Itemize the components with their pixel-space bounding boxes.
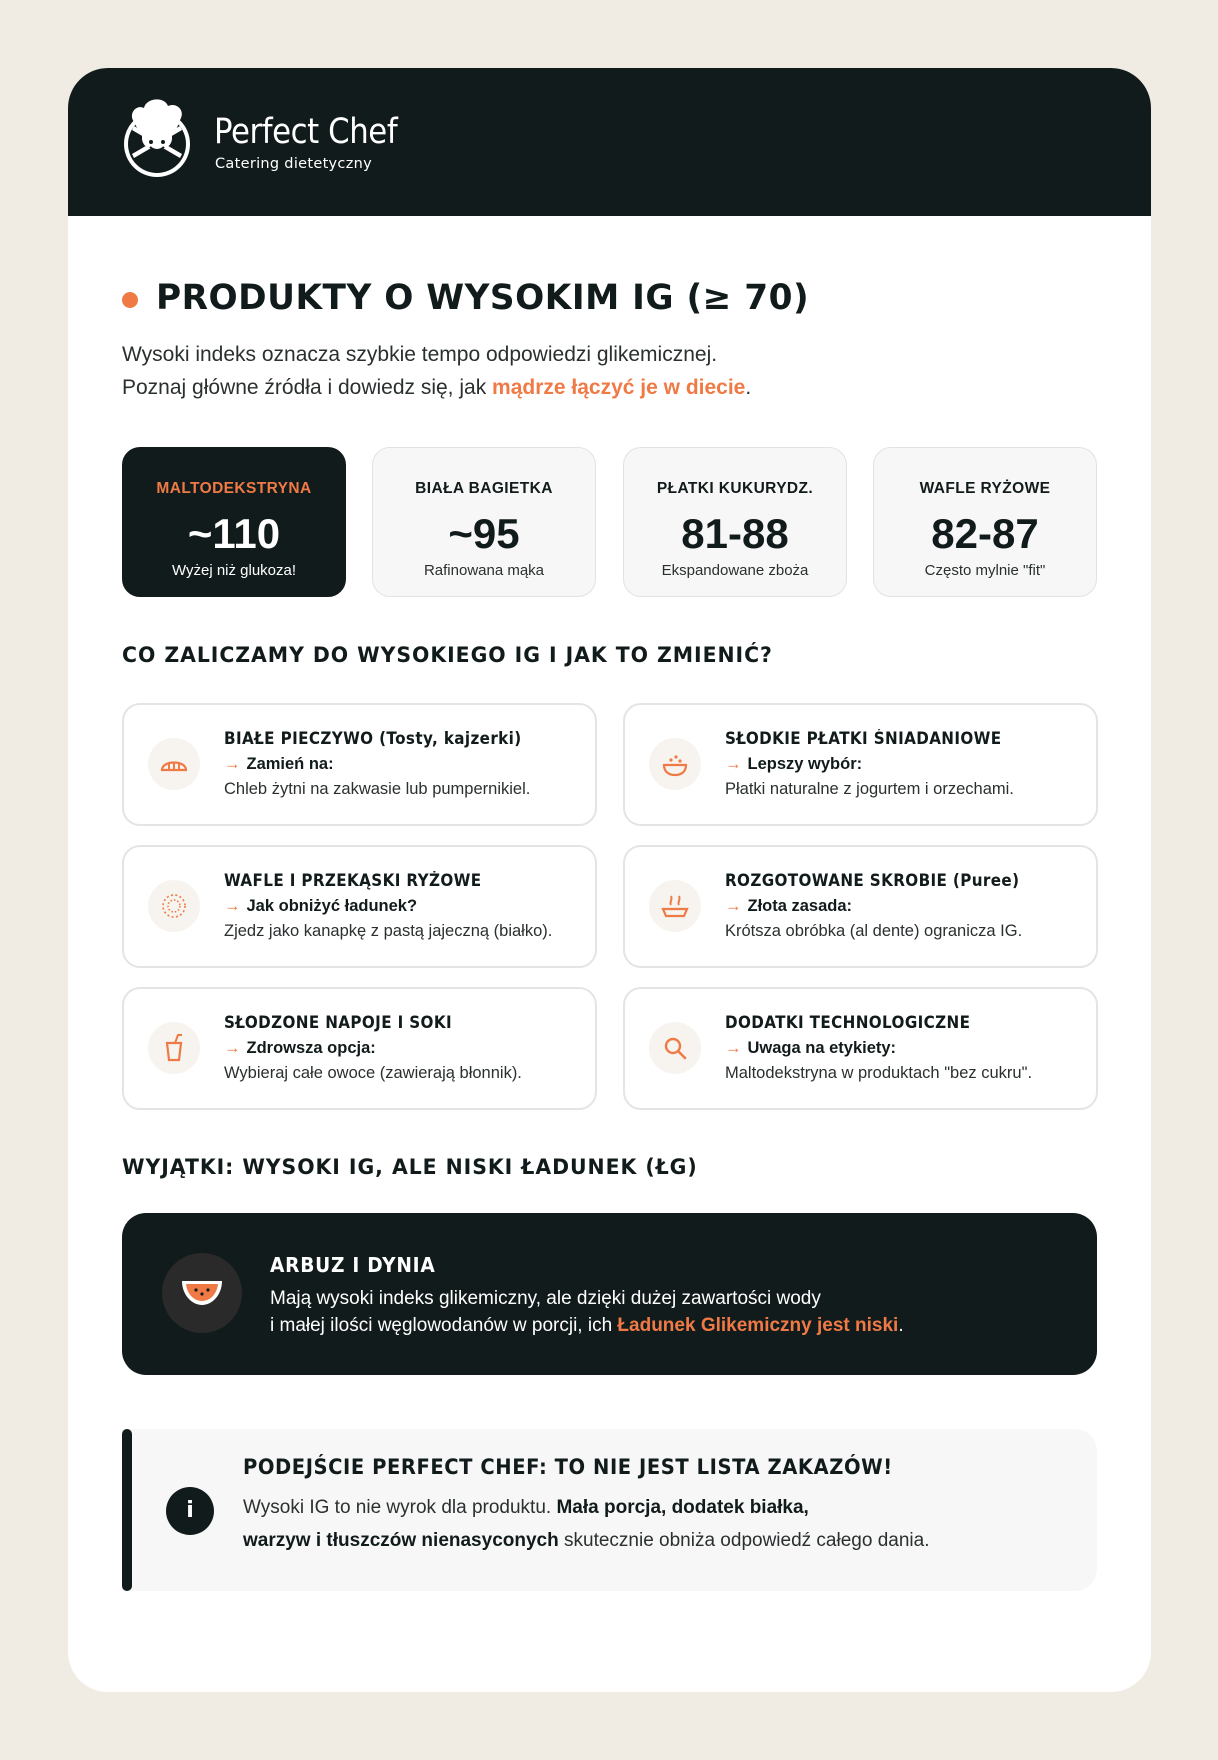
intro-text	[122, 338, 751, 404]
item-subtitle: → Zamień na:	[224, 755, 334, 773]
section-heading-high-ig: CO ZALICZAMY DO WYSOKIEGO IG I JAK TO ZMIENIĆ?	[122, 643, 773, 668]
item-title: DODATKI TECHNOLOGICZNE	[725, 1013, 971, 1032]
exception-text: Mają wysoki indeks glikemiczny, ale dzięki dużej zawartości wody i małej ilości węglowodanów w porcji, ich Ładunek Glikemiczny jest niski.	[270, 1288, 904, 1336]
list-item	[623, 703, 1098, 826]
list-item	[623, 845, 1098, 968]
item-subtitle: → Uwaga na etykiety:	[725, 1039, 897, 1057]
note-accent-bar	[122, 1429, 132, 1591]
list-item	[122, 845, 597, 968]
stat-label: BIAŁA BAGIETKA	[415, 480, 553, 497]
stat-label: PŁATKI KUKURYDZ.	[656, 480, 814, 497]
info-icon: i	[166, 1487, 214, 1535]
note-text: Wysoki IG to nie wyrok dla produktu. Mała porcja, dodatek białka, warzyw i tłuszczów nienasyconych skutecznie obniża odpowiedź całego dania.	[243, 1497, 930, 1551]
chef-logo-icon	[120, 96, 194, 180]
item-title: SŁODZONE NAPOJE I SOKI	[224, 1013, 452, 1032]
item-title: WAFLE I PRZEKĄSKI RYŻOWE	[224, 871, 482, 890]
cereal-bowl-icon	[649, 738, 701, 790]
stat-card-maltodextrin	[122, 447, 346, 597]
stat-value: ~110	[187, 510, 281, 557]
stat-card-baguette	[372, 447, 596, 597]
stat-note: Ekspandowane zboża	[661, 562, 809, 579]
stat-value: 81-88	[681, 510, 789, 557]
info-note	[122, 1429, 1097, 1591]
section-heading-exceptions: WYJĄTKI: WYSOKI IG, ALE NISKI ŁADUNEK (ŁG)	[122, 1155, 698, 1180]
note-title: PODEJŚCIE PERFECT CHEF: TO NIE JEST LISTA ZAKAZÓW!	[243, 1455, 893, 1479]
item-subtitle: → Jak obniżyć ładunek?	[224, 897, 418, 915]
stat-card-rice-wafers	[873, 447, 1097, 597]
exception-box	[122, 1213, 1097, 1375]
list-item	[122, 703, 597, 826]
stat-label: MALTODEKSTRYNA	[156, 480, 312, 497]
stat-label: WAFLE RYŻOWE	[919, 480, 1051, 497]
stat-note: Wyżej niż glukoza!	[171, 562, 297, 579]
item-description: Płatki naturalne z jogurtem i orzechami.	[725, 780, 1014, 798]
item-subtitle: → Zdrowsza opcja:	[224, 1039, 376, 1057]
bread-icon	[148, 738, 200, 790]
drink-cup-icon	[148, 1022, 200, 1074]
brand-name: Perfect Chef	[214, 112, 398, 152]
item-subtitle: → Złota zasada:	[725, 897, 853, 915]
item-title: SŁODKIE PŁATKI ŚNIADANIOWE	[725, 729, 1002, 748]
intro-line-2: Poznaj główne źródła i dowiedz się, jak mądrze łączyć je w diecie.	[122, 376, 752, 399]
intro-line-1: Wysoki indeks oznacza szybkie tempo odpowiedzi glikemicznej.	[122, 343, 718, 366]
header	[68, 68, 1151, 216]
item-description: Maltodekstryna w produktach "bez cukru".	[725, 1064, 1033, 1082]
item-description: Krótsza obróbka (al dente) ogranicza IG.	[725, 922, 1023, 940]
rice-cake-icon	[148, 880, 200, 932]
page-title: PRODUKTY O WYSOKIM IG (≥ 70)	[156, 278, 810, 318]
item-description: Wybieraj całe owoce (zawierają błonnik).	[224, 1064, 522, 1082]
stat-value: ~95	[448, 510, 520, 557]
stat-note: Rafinowana mąka	[423, 562, 545, 579]
item-subtitle: → Lepszy wybór:	[725, 755, 863, 773]
exception-highlight: Ładunek Glikemiczny jest niski	[617, 1315, 899, 1336]
item-title: ROZGOTOWANE SKROBIE (Puree)	[725, 871, 1020, 890]
watermelon-icon	[162, 1253, 242, 1333]
item-description: Chleb żytni na zakwasie lub pumpernikiel.	[224, 780, 531, 798]
exception-title: ARBUZ I DYNIA	[270, 1253, 436, 1277]
brand-tagline: Catering dietetyczny	[215, 156, 372, 172]
stat-card-cornflakes	[623, 447, 847, 597]
steaming-bowl-icon	[649, 880, 701, 932]
stat-note: Często mylnie "fit"	[924, 562, 1046, 579]
item-title: BIAŁE PIECZYWO (Tosty, kajzerki)	[224, 729, 522, 748]
item-description: Zjedz jako kanapkę z pastą jajeczną (białko).	[224, 922, 553, 940]
infographic-card	[68, 68, 1151, 1692]
title-bullet-dot	[122, 292, 138, 308]
stat-value: 82-87	[931, 510, 1039, 557]
intro-highlight: mądrze łączyć je w diecie	[492, 376, 746, 399]
magnifier-icon	[649, 1022, 701, 1074]
list-item	[122, 987, 597, 1110]
list-item	[623, 987, 1098, 1110]
